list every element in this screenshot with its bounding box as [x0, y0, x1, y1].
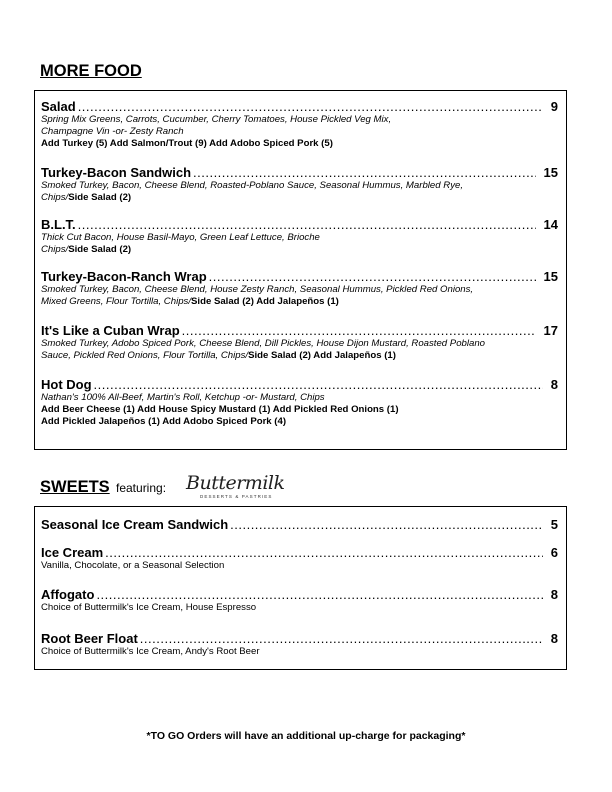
logo-tagline: DESSERTS & PASTRIES — [200, 494, 273, 499]
item-price: 5 — [550, 517, 558, 532]
menu-item-affogato — [41, 587, 558, 614]
item-price: 8 — [550, 377, 558, 392]
item-description: Mixed Greens, Flour Tortilla, Chips/Side Salad (2) Add Jalapeños (1) — [41, 296, 339, 307]
item-description: Chips/Side Salad (2) — [41, 192, 132, 203]
menu-item-blt — [41, 217, 558, 256]
item-name: Hot Dog — [41, 377, 92, 392]
logo-wordmark: Buttermilk — [186, 472, 285, 494]
item-description: Choice of Buttermilk's Ice Cream, Andy's Root Beer — [41, 646, 260, 657]
item-price: 8 — [550, 631, 558, 646]
more-food-title: MORE FOOD — [40, 62, 142, 80]
menu-item-root-beer-float — [41, 631, 558, 658]
item-name: Salad — [41, 99, 76, 114]
dot-leader — [94, 377, 543, 392]
dot-leader — [105, 545, 543, 560]
item-name: It's Like a Cuban Wrap — [41, 323, 180, 338]
dot-leader — [230, 517, 543, 532]
dot-leader — [78, 99, 543, 114]
sweets-title: SWEETS — [40, 478, 110, 496]
menu-item-ice-cream — [41, 545, 558, 572]
dot-leader — [78, 217, 536, 232]
menu-item-salad — [41, 99, 558, 150]
menu-item-ice-cream-sandwich — [41, 517, 558, 532]
item-addons: Add Beer Cheese (1) Add House Spicy Mustard (1) Add Pickled Red Onions (1) — [41, 404, 399, 415]
dot-leader — [140, 631, 543, 646]
item-name: Seasonal Ice Cream Sandwich — [41, 517, 229, 532]
dot-leader — [193, 165, 536, 180]
dot-leader — [182, 323, 536, 338]
item-name: Turkey-Bacon-Ranch Wrap — [41, 269, 207, 284]
item-description: Vanilla, Chocolate, or a Seasonal Selection — [41, 560, 225, 571]
item-description: Chips/Side Salad (2) — [41, 244, 132, 255]
item-addons: Add Turkey (5) Add Salmon/Trout (9) Add Adobo Spiced Pork (5) — [41, 138, 333, 149]
to-go-notice: *TO GO Orders will have an additional up-charge for packaging* — [146, 730, 466, 742]
menu-item-turkey-bacon-ranch-wrap — [41, 269, 558, 308]
item-description: Thick Cut Bacon, House Basil-Mayo, Green Leaf Lettuce, Brioche — [41, 232, 320, 243]
sweets-box — [34, 506, 567, 670]
dot-leader — [209, 269, 536, 284]
item-description: Choice of Buttermilk's Ice Cream, House Espresso — [41, 602, 257, 613]
menu-item-cuban-wrap — [41, 323, 558, 362]
item-name: Root Beer Float — [41, 631, 138, 646]
item-name: B.L.T. — [41, 217, 76, 232]
item-price: 14 — [543, 217, 558, 232]
item-description: Sauce, Pickled Red Onions, Flour Tortilla, Chips/Side Salad (2) Add Jalapeños (1) — [41, 350, 396, 361]
item-description: Smoked Turkey, Bacon, Cheese Blend, Roasted-Poblano Sauce, Seasonal Hummus, Marbled Rye, — [41, 180, 463, 191]
item-price: 6 — [550, 545, 558, 560]
item-price: 15 — [543, 269, 558, 284]
more-food-box — [34, 90, 567, 450]
buttermilk-logo — [186, 472, 285, 504]
item-name: Affogato — [41, 587, 95, 602]
item-description: Spring Mix Greens, Carrots, Cucumber, Cherry Tomatoes, House Pickled Veg Mix, — [41, 114, 392, 125]
item-description: Champagne Vin -or- Zesty Ranch — [41, 126, 184, 137]
menu-item-hot-dog — [41, 377, 558, 428]
item-name: Ice Cream — [41, 545, 104, 560]
item-name: Turkey-Bacon Sandwich — [41, 165, 192, 180]
item-price: 9 — [550, 99, 558, 114]
item-description: Smoked Turkey, Bacon, Cheese Blend, House Zesty Ranch, Seasonal Hummus, Pickled Red Onions, — [41, 284, 474, 295]
featuring-label: featuring: — [116, 481, 167, 495]
item-addons: Add Pickled Jalapeños (1) Add Adobo Spiced Pork (4) — [41, 416, 287, 427]
item-price: 17 — [543, 323, 558, 338]
item-price: 8 — [550, 587, 558, 602]
item-description: Nathan's 100% All-Beef, Martin's Roll, Ketchup -or- Mustard, Chips — [41, 392, 325, 403]
item-description: Smoked Turkey, Adobo Spiced Pork, Cheese Blend, Dill Pickles, House Dijon Mustard, Roasted Poblano — [41, 338, 486, 349]
menu-item-turkey-bacon-sandwich — [41, 165, 558, 204]
item-price: 15 — [543, 165, 558, 180]
dot-leader — [96, 587, 542, 602]
